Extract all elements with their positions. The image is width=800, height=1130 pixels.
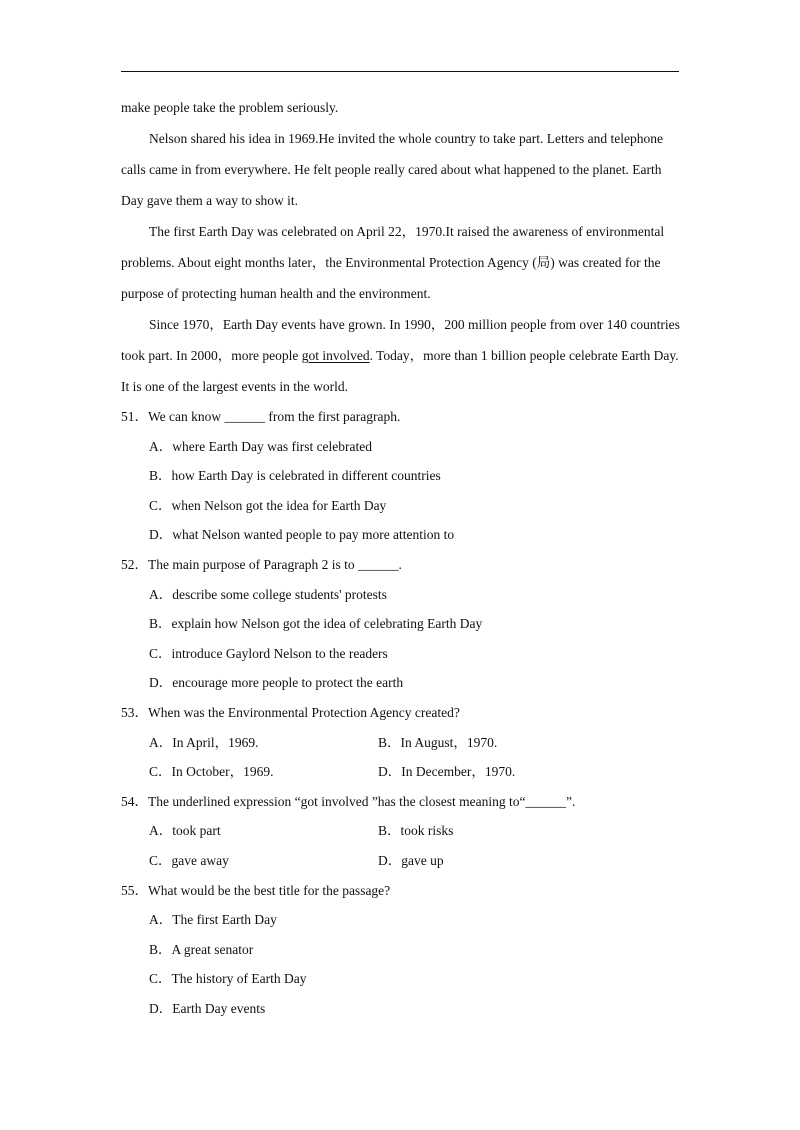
header-rule <box>121 71 679 72</box>
option-row <box>121 757 681 787</box>
option-a: A．In April，1969. <box>149 734 259 750</box>
option-c: C．The history of Earth Day <box>149 971 307 987</box>
option-a: A．took part <box>149 823 221 839</box>
option-b: B．how Earth Day is celebrated in different countries <box>149 468 441 484</box>
question-stem: 51．We can know ______ from the first paragraph. <box>121 409 401 424</box>
question-51 <box>121 402 681 550</box>
option-a: A．describe some college students' protests <box>149 586 387 602</box>
option-a: A．The first Earth Day <box>149 912 277 928</box>
question-52 <box>121 550 681 698</box>
option-d: D．encourage more people to protect the earth <box>149 675 404 691</box>
option-c: C．gave away <box>149 852 229 868</box>
passage-paragraph-1-tail: make people take the problem seriously. <box>121 100 339 115</box>
option-d: D．Earth Day events <box>149 1000 266 1016</box>
question-53 <box>121 698 681 787</box>
option-c: C．introduce Gaylord Nelson to the readers <box>149 645 388 661</box>
question-stem: 54．The underlined expression “got involved ”has the closest meaning to“______”. <box>121 793 576 809</box>
option-row <box>121 846 681 876</box>
option-d: D．gave up <box>378 852 444 868</box>
passage-paragraph-3: The first Earth Day was celebrated on April 22，1970.It raised the awareness of environmental problems. About eight months later，the Environmental Protection Agency (局) was created for the purpose of protecting human health and the environment. <box>121 224 665 301</box>
option-a: A．where Earth Day was first celebrated <box>149 438 373 454</box>
question-stem: 55．What would be the best title for the passage? <box>121 882 391 898</box>
underlined-expression: got involved <box>301 348 370 363</box>
option-b: B．In August，1970. <box>378 734 498 750</box>
option-row <box>121 728 681 758</box>
question-54 <box>121 787 681 876</box>
option-d: D．what Nelson wanted people to pay more attention to <box>149 527 455 543</box>
passage-paragraph-4 <box>121 309 681 402</box>
paragraph-4-text-before: Since 1970，Earth Day events have grown. In 1990，200 million people from over 140 countries took part. In 2000，more people <box>121 317 680 363</box>
option-c: C．when Nelson got the idea for Earth Day <box>149 497 387 513</box>
question-55 <box>121 876 681 1024</box>
option-row <box>121 816 681 846</box>
question-stem: 53．When was the Environmental Protection Agency created? <box>121 704 460 720</box>
page-content <box>121 92 681 1023</box>
option-d: D．In December，1970. <box>378 764 516 780</box>
option-c: C．In October，1969. <box>149 764 274 780</box>
question-stem: 52．The main purpose of Paragraph 2 is to ______. <box>121 556 402 572</box>
option-b: B．explain how Nelson got the idea of celebrating Earth Day <box>149 616 483 632</box>
passage-paragraph-2: Nelson shared his idea in 1969.He invited the whole country to take part. Letters and telephone calls came in from everywhere. He felt people really cared about what happened to the planet. Earth Day gave them a way to show it. <box>121 131 663 208</box>
option-b: B．A great senator <box>149 941 254 957</box>
paragraph-4-text-after: . Today，more than 1 billion people celebrate Earth Day. It is one of the largest events in the world. <box>121 348 679 394</box>
option-b: B．took risks <box>378 823 454 839</box>
